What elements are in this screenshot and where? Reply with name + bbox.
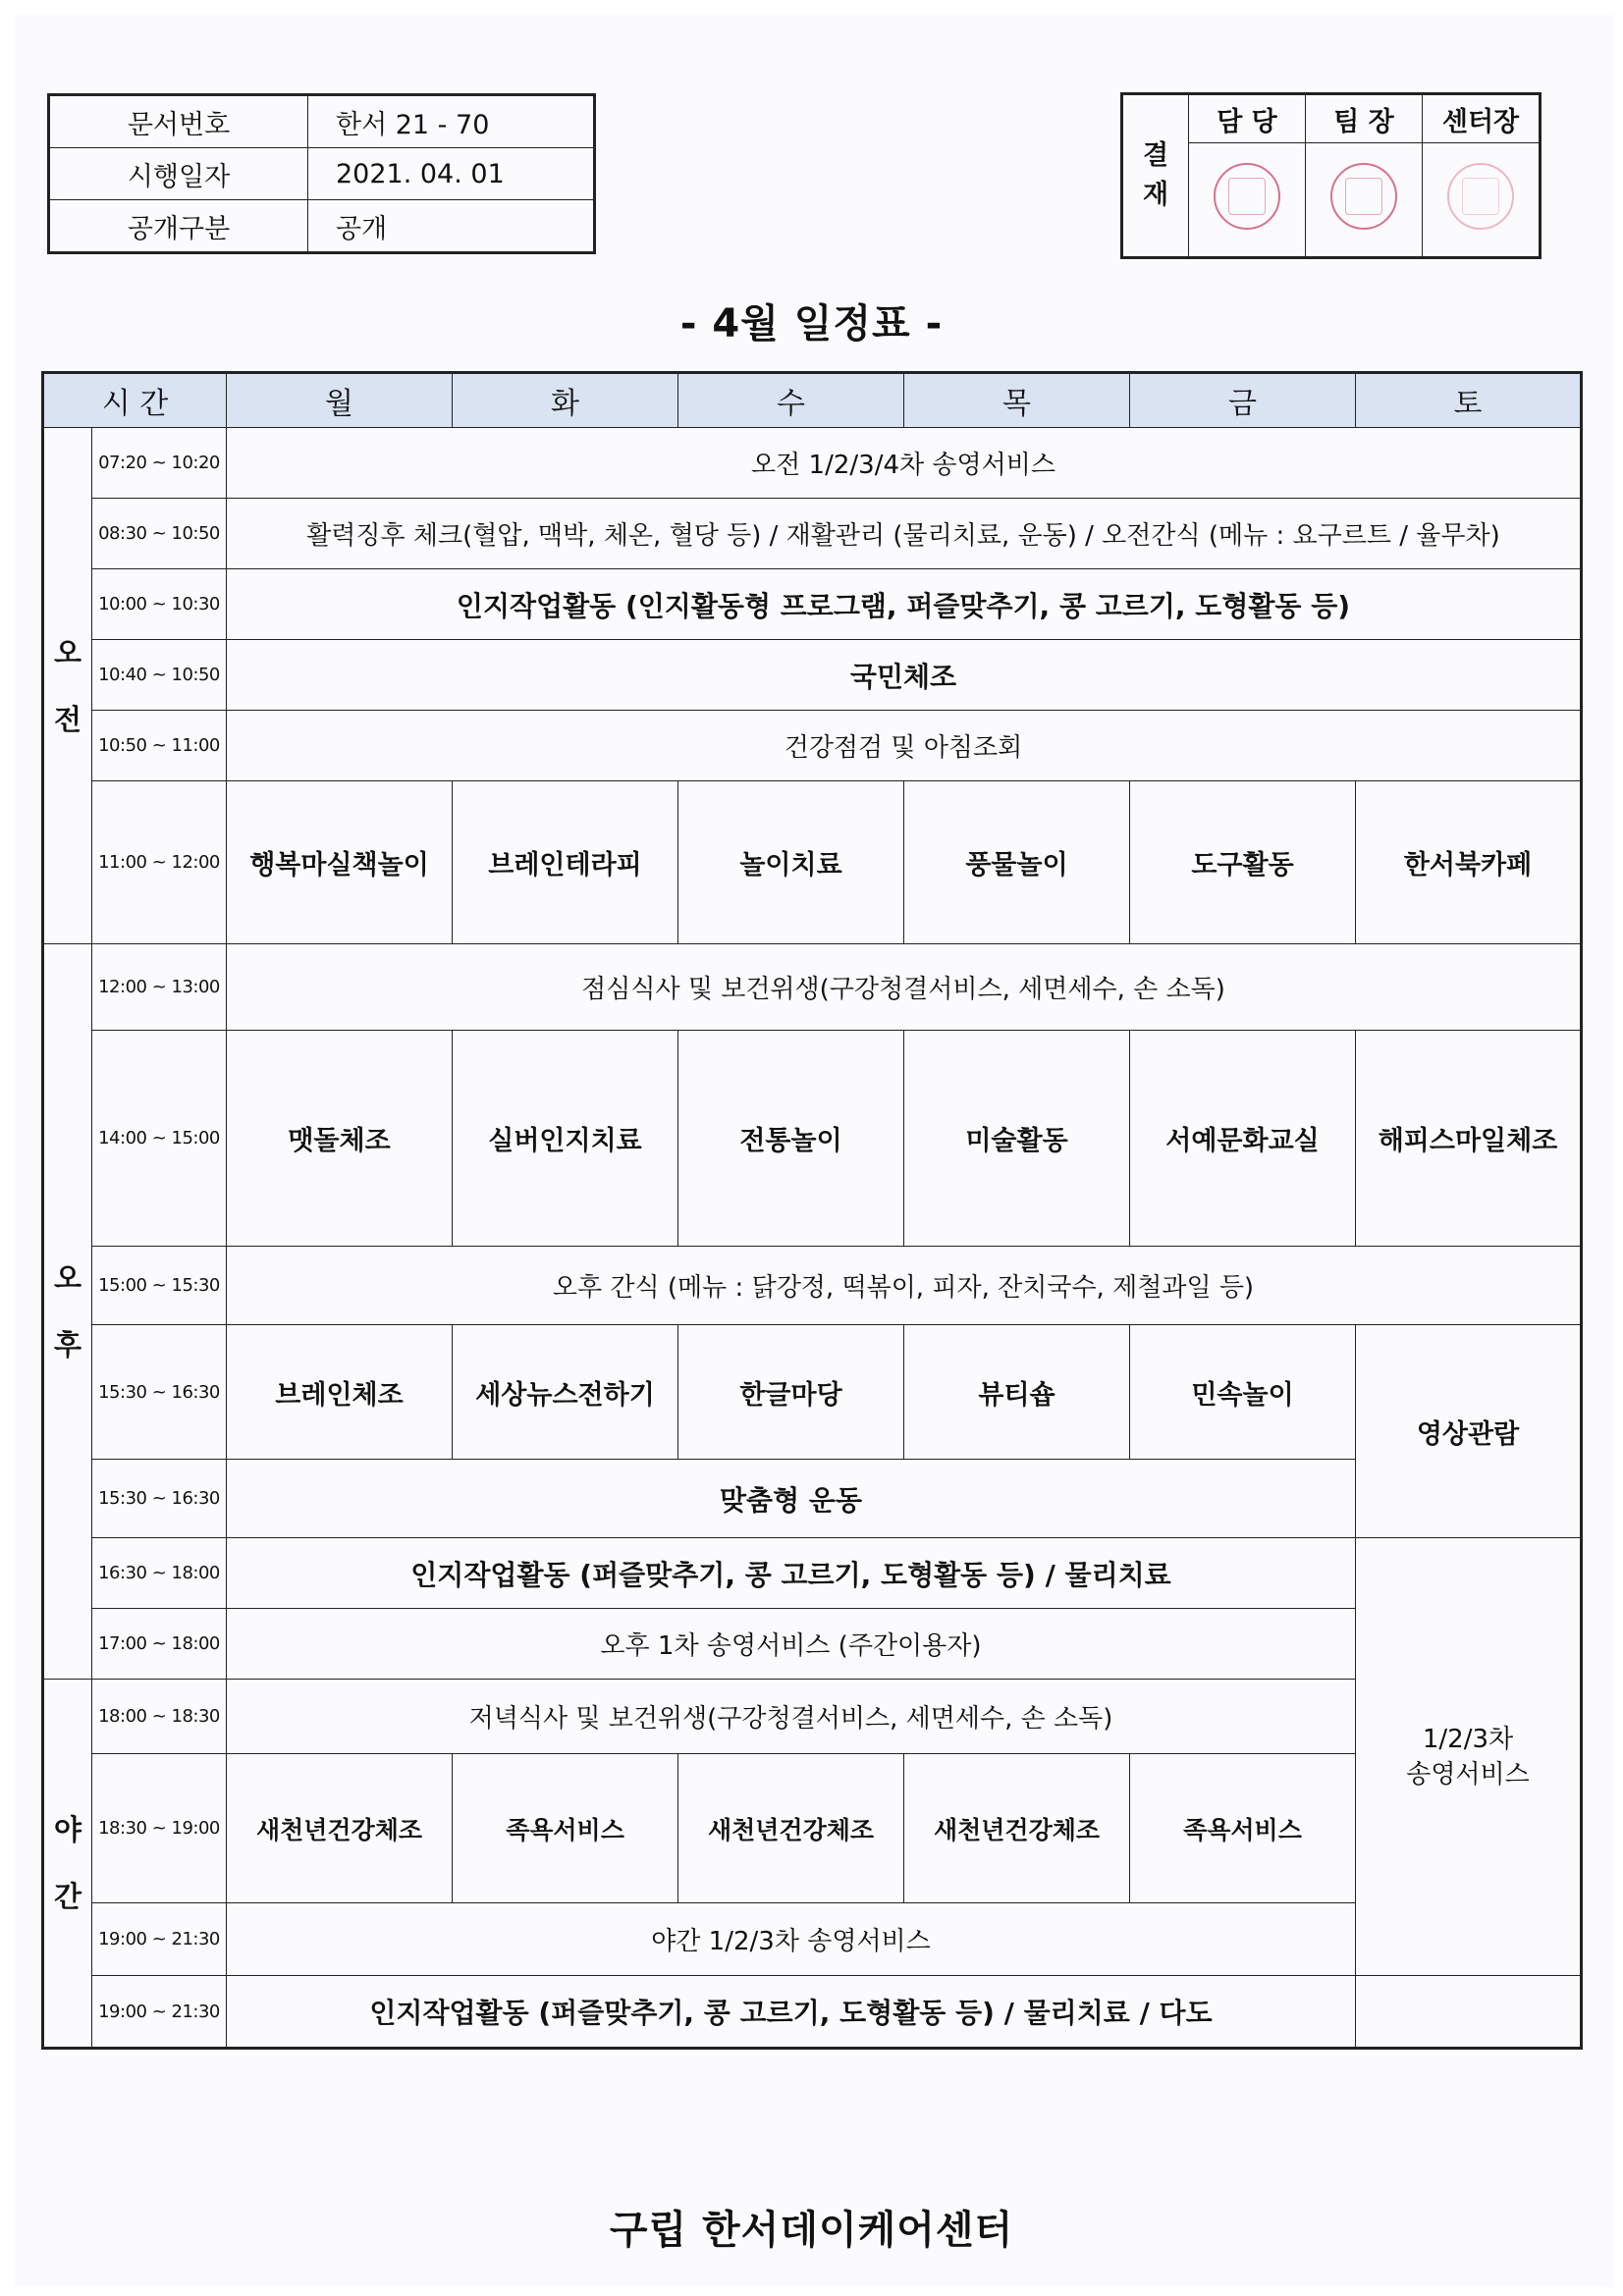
empty-cell xyxy=(1356,1976,1582,2049)
row-time: 18:30 ~ 19:00 xyxy=(92,1754,227,1903)
table-row xyxy=(43,1976,1582,2049)
effective-date-label: 시행일자 xyxy=(49,148,308,200)
row-activity: 활력징후 체크(혈압, 맥박, 체온, 혈당 등) / 재활관리 (물리치료, 운동) / 오전간식 (메뉴 : 요구르트 / 율무차) xyxy=(227,499,1582,569)
seal-stamp-icon xyxy=(1214,163,1280,230)
period-afternoon-char-1: 오 xyxy=(53,1261,81,1295)
activity-fri: 서예문화교실 xyxy=(1130,1031,1356,1247)
table-row xyxy=(43,428,1582,499)
row-time: 15:00 ~ 15:30 xyxy=(92,1247,227,1325)
table-row xyxy=(43,640,1582,711)
period-night-char-1: 야 xyxy=(53,1813,81,1846)
activity-thu: 미술활동 xyxy=(904,1031,1130,1247)
row-activity: 인지작업활동 (인지활동형 프로그램, 퍼즐맞추기, 콩 고르기, 도형활동 등) xyxy=(227,569,1582,640)
period-night xyxy=(43,1680,92,2049)
activity-mon: 맷돌체조 xyxy=(227,1031,453,1247)
table-row xyxy=(43,1680,1582,1754)
row-activity: 점심식사 및 보건위생(구강청결서비스, 세면세수, 손 소독) xyxy=(227,944,1582,1031)
activity-tue: 세상뉴스전하기 xyxy=(453,1325,678,1460)
header-day-sat: 토 xyxy=(1356,373,1582,428)
table-row xyxy=(43,1609,1582,1680)
activity-wed: 전통놀이 xyxy=(678,1031,904,1247)
activity-mon: 새천년건강체조 xyxy=(227,1754,453,1903)
seal-stamp-icon xyxy=(1330,163,1397,230)
row-activity: 오후 1차 송영서비스 (주간이용자) xyxy=(227,1609,1356,1680)
doc-number-value: 한서 21 - 70 xyxy=(308,95,595,148)
table-row xyxy=(43,1538,1582,1609)
row-activity: 건강점검 및 아침조회 xyxy=(227,711,1582,781)
activity-tue: 브레인테라피 xyxy=(453,781,678,944)
period-night-char-2: 간 xyxy=(53,1880,81,1913)
table-row xyxy=(43,711,1582,781)
approval-side-char-1: 결 xyxy=(1142,140,1169,171)
activity-thu: 뷰티숍 xyxy=(904,1325,1130,1460)
row-activity: 맞춤형 운동 xyxy=(227,1460,1356,1538)
activity-thu: 풍물놀이 xyxy=(904,781,1130,944)
activity-fri: 도구활동 xyxy=(1130,781,1356,944)
row-activity: 인지작업활동 (퍼즐맞추기, 콩 고르기, 도형활동 등) / 물리치료 xyxy=(227,1538,1356,1609)
approval-role-director: 센터장 xyxy=(1423,94,1541,143)
activity-tue: 실버인지치료 xyxy=(453,1031,678,1247)
approval-seal-cell-director xyxy=(1423,143,1541,258)
table-row xyxy=(43,1754,1582,1903)
row-time: 11:00 ~ 12:00 xyxy=(92,781,227,944)
header-day-thu: 목 xyxy=(904,373,1130,428)
doc-number-label: 문서번호 xyxy=(49,95,308,148)
activity-sat: 해피스마일체조 xyxy=(1356,1031,1582,1247)
activity-wed: 한글마당 xyxy=(678,1325,904,1460)
period-afternoon-char-2: 후 xyxy=(53,1328,81,1362)
row-time: 08:30 ~ 10:50 xyxy=(92,499,227,569)
period-morning-char-1: 오 xyxy=(53,635,81,669)
activity-wed: 새천년건강체조 xyxy=(678,1754,904,1903)
table-row xyxy=(43,1247,1582,1325)
row-time: 16:30 ~ 18:00 xyxy=(92,1538,227,1609)
row-time: 12:00 ~ 13:00 xyxy=(92,944,227,1031)
organization-name: 구립 한서데이케어센터 xyxy=(609,2208,1014,2253)
approval-seal-cell-staff xyxy=(1189,143,1306,258)
table-row xyxy=(43,944,1582,1031)
table-row xyxy=(43,781,1582,944)
activity-mon: 브레인체조 xyxy=(227,1325,453,1460)
row-time: 10:40 ~ 10:50 xyxy=(92,640,227,711)
header-time: 시 간 xyxy=(43,373,227,428)
activity-fri: 민속놀이 xyxy=(1130,1325,1356,1460)
period-morning-char-2: 전 xyxy=(53,702,81,736)
activity-mon: 행복마실책놀이 xyxy=(227,781,453,944)
activity-wed: 놀이치료 xyxy=(678,781,904,944)
row-activity: 야간 1/2/3차 송영서비스 xyxy=(227,1903,1356,1976)
table-row xyxy=(43,1325,1582,1460)
approval-role-staff: 담 당 xyxy=(1189,94,1306,143)
header-day-fri: 금 xyxy=(1130,373,1356,428)
row-time: 17:00 ~ 18:00 xyxy=(92,1609,227,1680)
period-afternoon xyxy=(43,944,92,1680)
header-day-wed: 수 xyxy=(678,373,904,428)
row-activity: 저녁식사 및 보건위생(구강청결서비스, 세면세수, 손 소독) xyxy=(227,1680,1356,1754)
activity-tue: 족욕서비스 xyxy=(453,1754,678,1903)
approval-side-label xyxy=(1122,94,1189,258)
activity-sat-video: 영상관람 xyxy=(1356,1325,1582,1538)
row-activity: 오전 1/2/3/4차 송영서비스 xyxy=(227,428,1582,499)
disclosure-label: 공개구분 xyxy=(49,200,308,253)
approval-seal-cell-team-lead xyxy=(1306,143,1423,258)
seal-stamp-icon xyxy=(1447,163,1514,230)
approval-table xyxy=(1120,92,1542,259)
approval-role-team-lead: 팀 장 xyxy=(1306,94,1423,143)
schedule-table xyxy=(41,371,1583,2050)
table-row xyxy=(43,569,1582,640)
activity-fri: 족욕서비스 xyxy=(1130,1754,1356,1903)
activity-thu: 새천년건강체조 xyxy=(904,1754,1130,1903)
row-activity: 인지작업활동 (퍼즐맞추기, 콩 고르기, 도형활동 등) / 물리치료 / 다도 xyxy=(227,1976,1356,2049)
disclosure-value: 공개 xyxy=(308,200,595,253)
row-time: 18:00 ~ 18:30 xyxy=(92,1680,227,1754)
header-day-mon: 월 xyxy=(227,373,453,428)
row-time: 19:00 ~ 21:30 xyxy=(92,1903,227,1976)
row-time: 10:00 ~ 10:30 xyxy=(92,569,227,640)
effective-date-value: 2021. 04. 01 xyxy=(308,148,595,200)
row-time: 10:50 ~ 11:00 xyxy=(92,711,227,781)
row-time: 07:20 ~ 10:20 xyxy=(92,428,227,499)
header-day-tue: 화 xyxy=(453,373,678,428)
doc-info-table xyxy=(47,93,596,254)
row-time: 15:30 ~ 16:30 xyxy=(92,1460,227,1538)
row-activity: 국민체조 xyxy=(227,640,1582,711)
table-row xyxy=(43,1460,1582,1538)
approval-side-char-2: 재 xyxy=(1142,180,1169,210)
table-row xyxy=(43,1903,1582,1976)
row-activity: 오후 간식 (메뉴 : 닭강정, 떡볶이, 피자, 잔치국수, 제철과일 등) xyxy=(227,1247,1582,1325)
page-title: - 4월 일정표 - xyxy=(679,301,944,347)
row-time: 15:30 ~ 16:30 xyxy=(92,1325,227,1460)
sat-transport-service: 1/2/3차 송영서비스 xyxy=(1356,1538,1582,1976)
row-time: 14:00 ~ 15:00 xyxy=(92,1031,227,1247)
table-row xyxy=(43,499,1582,569)
period-morning xyxy=(43,428,92,944)
table-row xyxy=(43,1031,1582,1247)
row-time: 19:00 ~ 21:30 xyxy=(92,1976,227,2049)
activity-sat: 한서북카페 xyxy=(1356,781,1582,944)
